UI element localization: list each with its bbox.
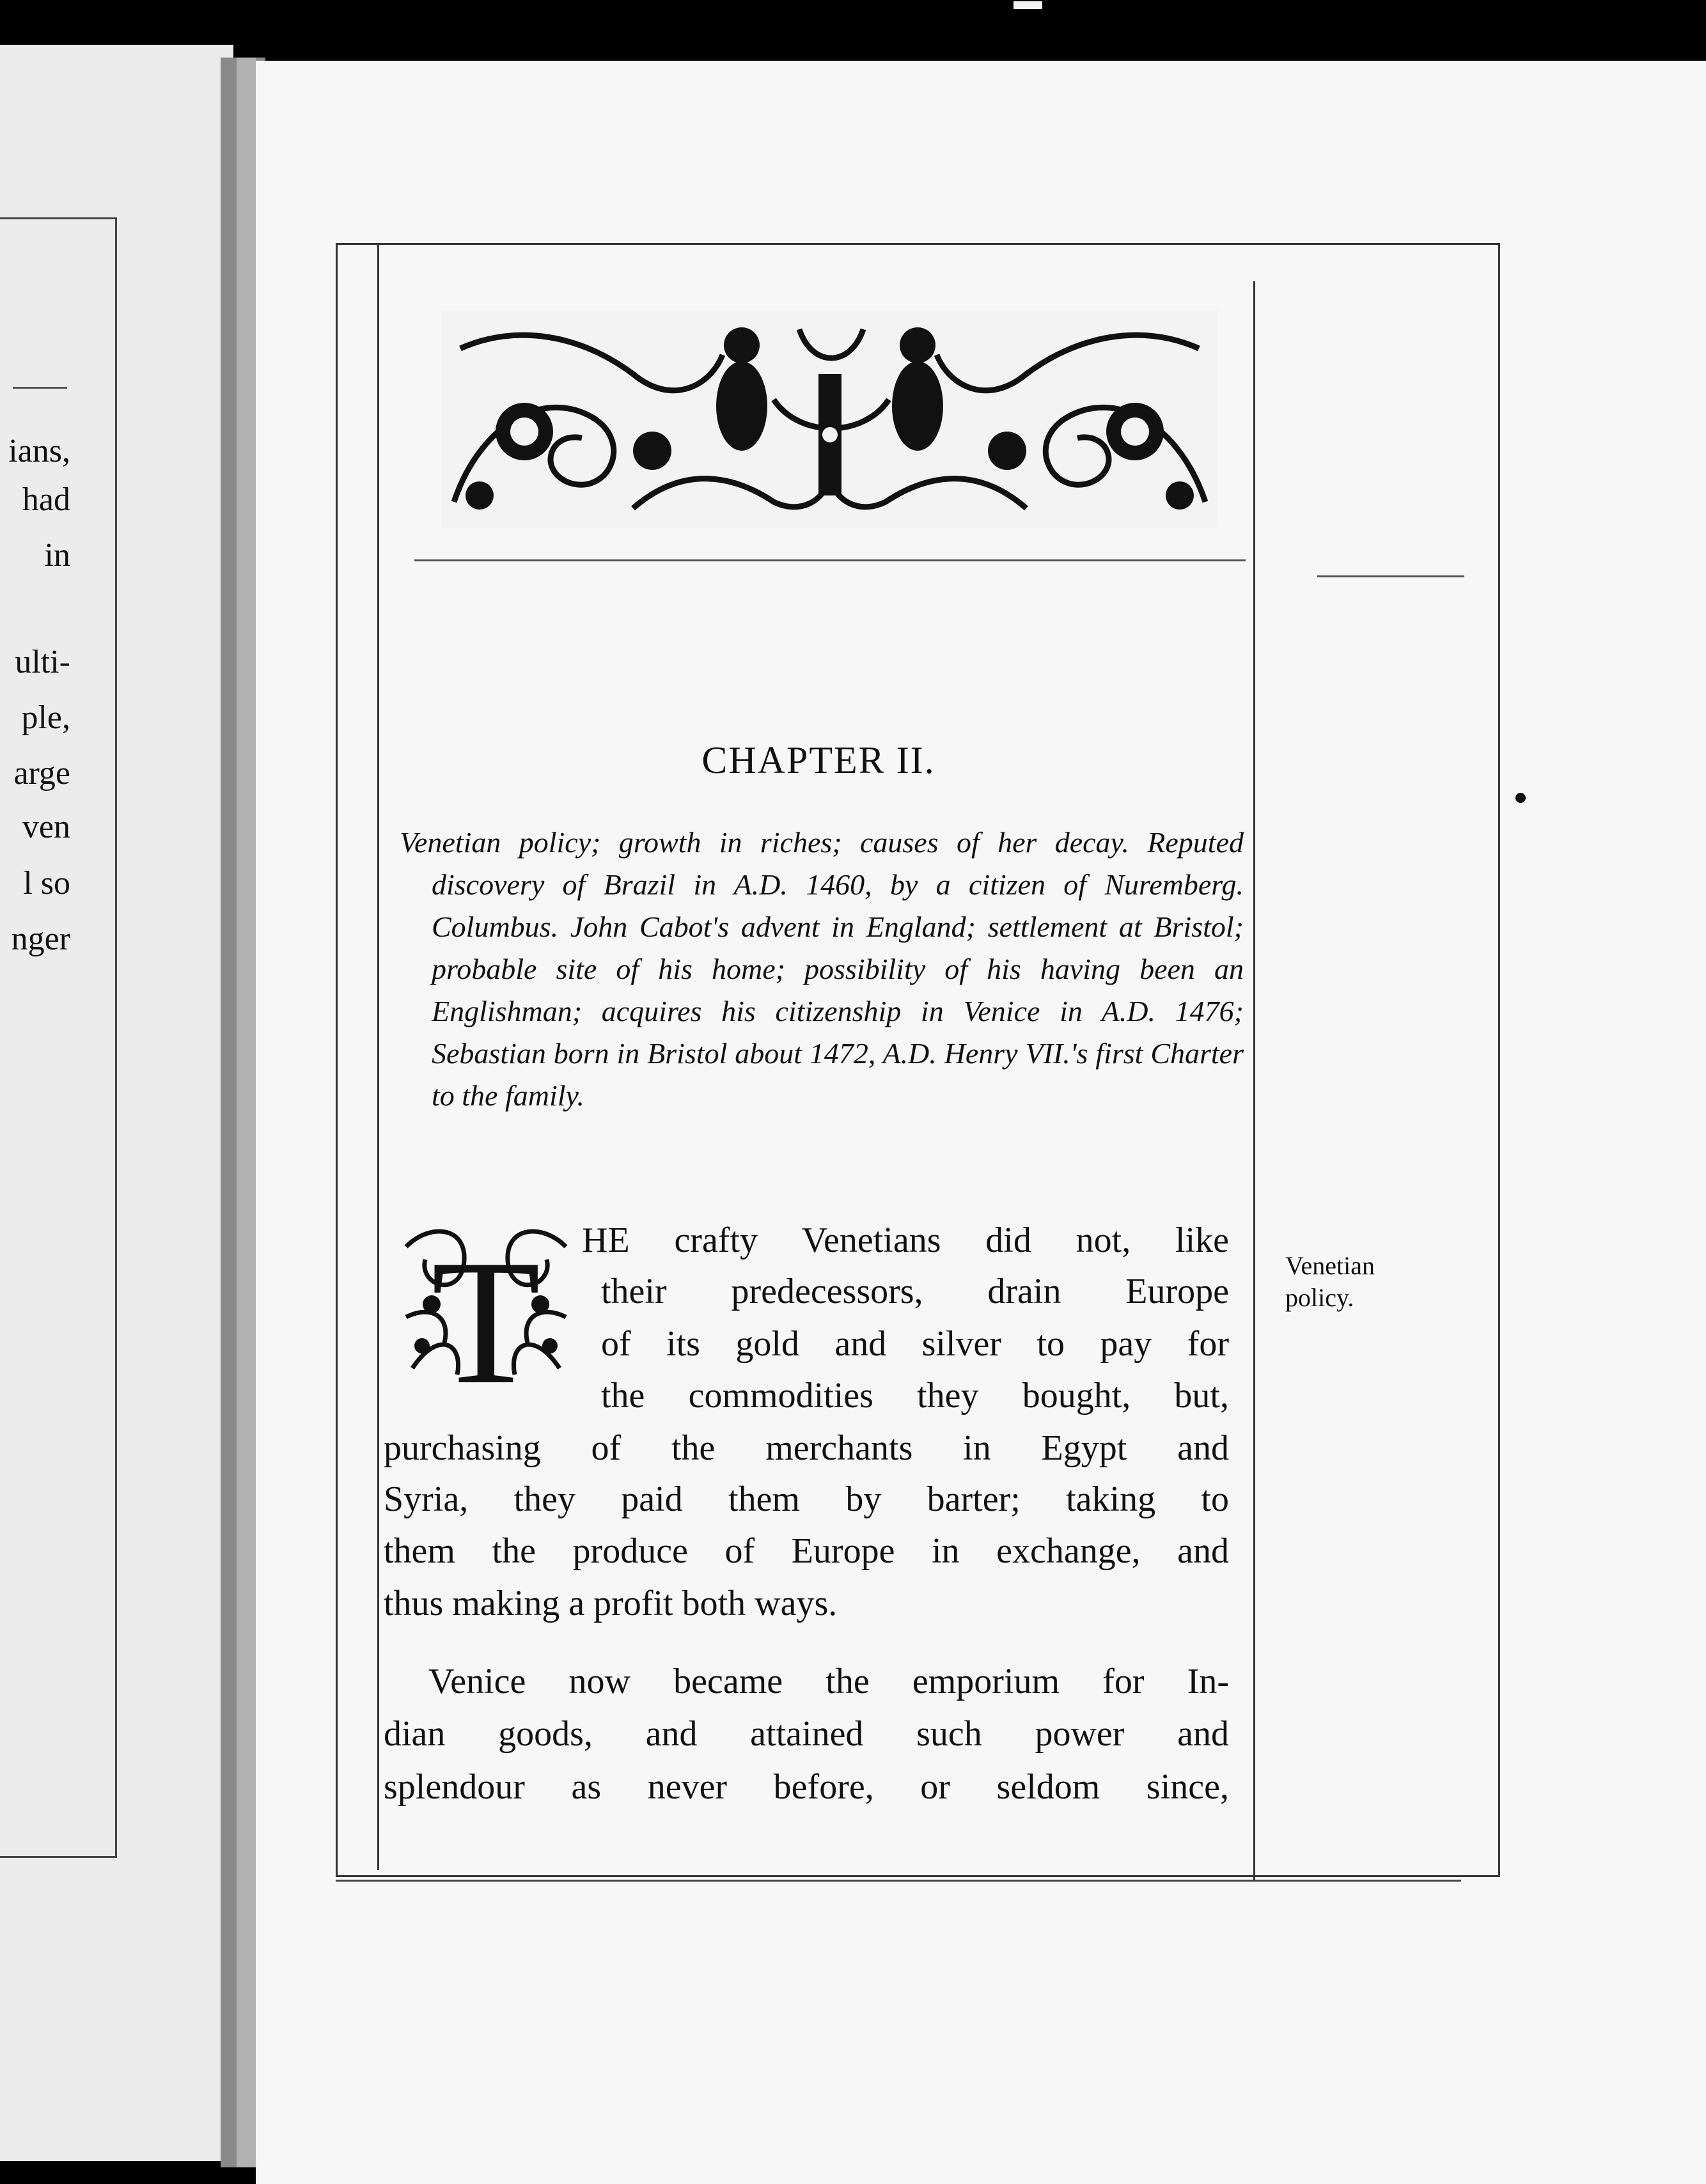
- body-line: dian goods, and attained such power and: [384, 1714, 1229, 1754]
- chapter-title: CHAPTER II.: [701, 739, 935, 781]
- body-line: them the produce of Europe in exchange, and: [384, 1531, 1229, 1571]
- book-gutter-shade: [237, 58, 256, 2167]
- drop-cap-letter: T: [431, 1222, 541, 1400]
- left-fragment: ven: [22, 809, 70, 845]
- header-rule: [414, 559, 1246, 561]
- sidenote-line: Venetian: [1285, 1251, 1375, 1280]
- body-line: splendour as never before, or seldom since,: [384, 1767, 1229, 1807]
- left-fragment: ians,: [8, 433, 70, 469]
- body-line: Venice now became the emporium for In-: [428, 1662, 1229, 1701]
- left-fragment: had: [22, 481, 70, 518]
- body-line: Syria, they paid them by barter; taking to: [384, 1479, 1229, 1519]
- body-line: of its gold and silver to pay for: [601, 1324, 1229, 1364]
- left-fragment: l so: [23, 865, 70, 901]
- body-line: their predecessors, drain Europe: [601, 1272, 1229, 1311]
- left-fragment: arge: [13, 755, 70, 792]
- top-edge-mark: [1010, 0, 1049, 13]
- body-line: the commodities they bought, but,: [601, 1376, 1229, 1416]
- margin-rule: [1317, 575, 1464, 577]
- left-fragment: ulti-: [15, 644, 70, 680]
- ink-dot: [1515, 793, 1526, 803]
- chapter-summary: Venetian policy; growth in riches; causes of her decay. Reputed discovery of Brazil in A.D. 1460, by a citizen of Nuremberg. Columbus. John Cabot's advent in England; settlement at Bristol; probable site of his home; possibility of his having been an Englishman; acquires his citizenship in Venice in A.D. 1476; Sebastian born in Bristol about 1472, A.D. Henry VII.'s first Charter to the family.: [400, 826, 1244, 1112]
- headpiece-ornament-icon: [441, 310, 1218, 527]
- inner-frame-line: [377, 243, 379, 1870]
- margin-sidenote: [1285, 1250, 1439, 1314]
- body-line: purchasing of the merchants in Egypt and: [384, 1428, 1229, 1468]
- margin-frame-line: [1253, 281, 1255, 1880]
- sidenote-line: policy.: [1285, 1283, 1354, 1312]
- left-fragment: in: [44, 537, 70, 573]
- body-line: thus making a profit both ways.: [384, 1584, 838, 1623]
- left-fragment: ple,: [21, 699, 70, 736]
- left-fragment: nger: [11, 921, 70, 957]
- body-line: HE crafty Venetians did not, like: [582, 1221, 1229, 1260]
- drop-cap: [393, 1208, 579, 1400]
- left-page-rule: [13, 387, 67, 389]
- bottom-rule: [336, 1880, 1461, 1882]
